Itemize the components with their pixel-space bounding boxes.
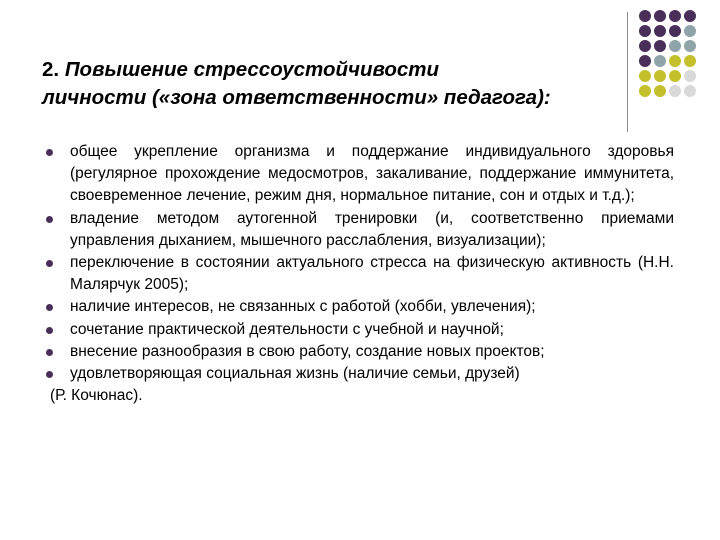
decorative-dot xyxy=(654,55,666,67)
decorative-dot xyxy=(654,70,666,82)
list-item xyxy=(44,363,674,385)
list-item-text: переключение в состоянии актуального стресса на физическую активность (Н.Н. Малярчук 2005); xyxy=(70,254,674,294)
decorative-dot xyxy=(639,85,651,97)
list-item xyxy=(44,341,674,363)
slide-title xyxy=(42,56,612,112)
bullet-icon xyxy=(46,371,53,378)
title-line-2: личности («зона ответственности» педагога): xyxy=(42,86,551,109)
decorative-dot xyxy=(654,25,666,37)
decorative-dot xyxy=(654,85,666,97)
bullet-icon xyxy=(46,216,53,223)
decorative-dot xyxy=(684,25,696,37)
decorative-dot xyxy=(639,55,651,67)
decorative-dot xyxy=(684,40,696,52)
list-item xyxy=(44,319,674,341)
decorative-dot xyxy=(684,55,696,67)
bullet-icon xyxy=(46,327,53,334)
decorative-dot xyxy=(669,55,681,67)
slide-body xyxy=(44,141,674,407)
decorative-dot xyxy=(684,70,696,82)
decorative-dot xyxy=(669,70,681,82)
bullet-icon xyxy=(46,349,53,356)
list-item-text: общее укрепление организма и поддержание индивидуального здоровья (регулярное прохождение медосмотров, закаливание, поддержание иммунитета, своевременное лечение, режим дня, нормальное питание, сон и отдых и т.д.); xyxy=(70,143,674,205)
list-item xyxy=(44,208,674,252)
decorative-dot xyxy=(669,40,681,52)
bullet-icon xyxy=(46,149,53,156)
list-item-text: владение методом аутогенной тренировки (и, соответственно приемами управления дыханием, мышечного расслабления, визуализации); xyxy=(70,209,674,249)
title-line-1: Повышение стрессоустойчивости xyxy=(64,58,440,81)
decorative-dot xyxy=(639,70,651,82)
decorative-divider xyxy=(627,12,628,132)
decorative-dot xyxy=(654,10,666,22)
decorative-dot xyxy=(669,10,681,22)
decorative-dot xyxy=(639,40,651,52)
decorative-dot xyxy=(639,10,651,22)
list-item-text: удовлетворяющая социальная жизнь (наличие семьи, друзей) xyxy=(70,365,520,383)
decorative-dot xyxy=(669,25,681,37)
title-number: 2. xyxy=(42,58,60,81)
decorative-dot xyxy=(669,85,681,97)
list-item xyxy=(44,296,674,318)
decorative-dot xyxy=(639,25,651,37)
decorative-dot xyxy=(654,40,666,52)
list-item-text: наличие интересов, не связанных с работой (хобби, увлечения); xyxy=(70,298,536,316)
bullet-icon xyxy=(46,260,53,267)
list-item xyxy=(44,141,674,208)
list-item-text: внесение разнообразия в свою работу, создание новых проектов; xyxy=(70,342,545,360)
list-item xyxy=(44,252,674,296)
list-item-text: сочетание практической деятельности с учебной и научной; xyxy=(70,320,504,338)
author-attribution: (Р. Кочюнас). xyxy=(50,387,143,405)
decorative-dot xyxy=(684,85,696,97)
bullet-icon xyxy=(46,304,53,311)
bullet-list xyxy=(44,141,674,385)
decorative-dot xyxy=(684,10,696,22)
